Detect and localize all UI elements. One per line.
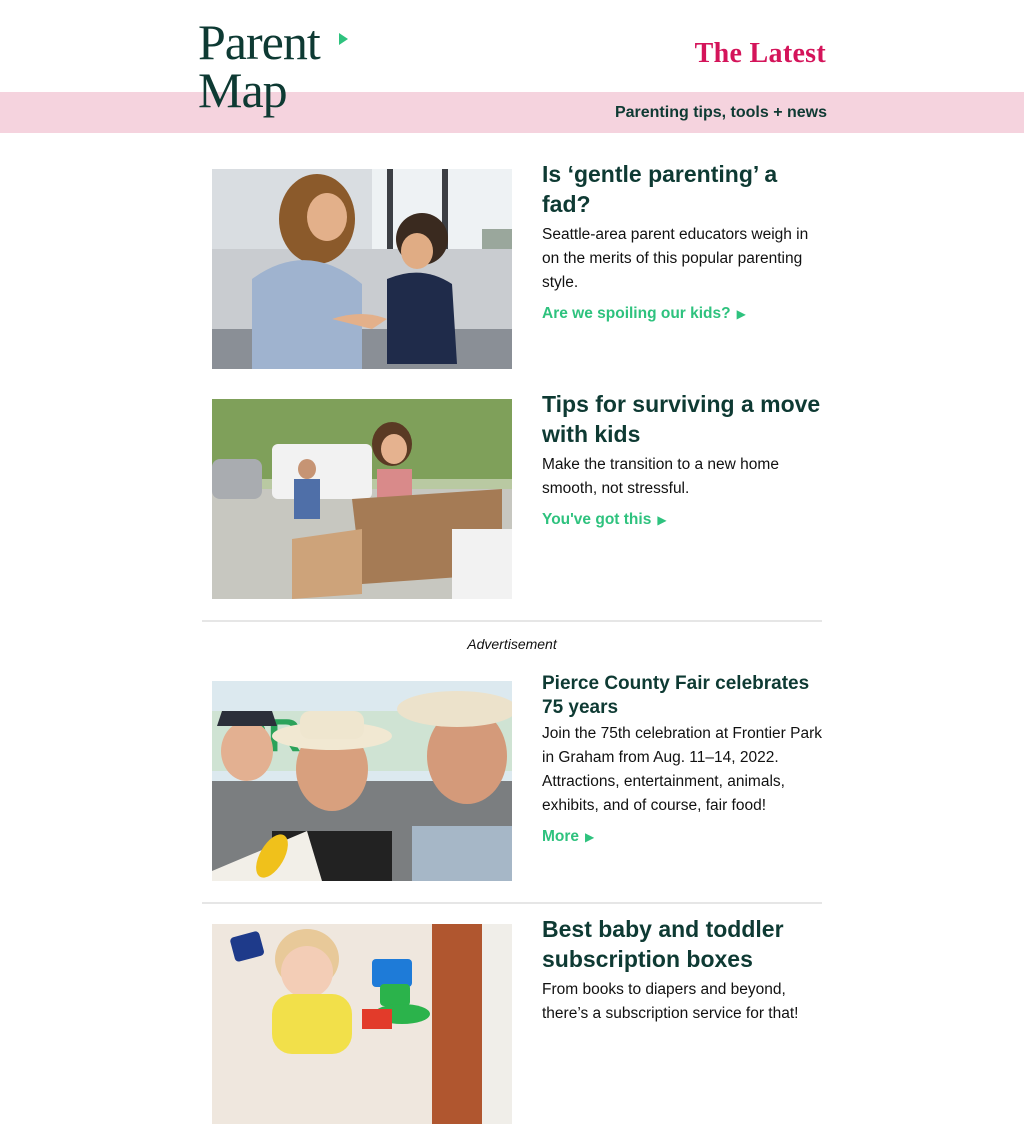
logo-line-1: Parent (198, 14, 320, 70)
article-description: Seattle-area parent educators weigh in on the merits of this popular parenting style. (542, 226, 809, 291)
read-more-link[interactable] (542, 305, 746, 323)
article-body (542, 914, 824, 1026)
article-image[interactable] (212, 169, 512, 369)
divider (202, 620, 822, 622)
advertisement-body (542, 672, 824, 846)
article-card (212, 914, 824, 1124)
logo-play-icon (339, 33, 348, 45)
article-body (542, 389, 824, 529)
logo-line-2: Map (198, 62, 287, 118)
article-description: Make the transition to a new home smooth, not stressful. (542, 456, 779, 497)
article-body (542, 159, 824, 323)
article-image[interactable] (212, 399, 512, 599)
play-arrow-icon: ▶ (736, 307, 746, 321)
article-description: From books to diapers and beyond, there’s a subscription service for that! (542, 981, 799, 1022)
cta-label: You've got this (542, 511, 652, 528)
advertisement-image[interactable] (212, 681, 512, 881)
cta-label: Are we spoiling our kids? (542, 305, 731, 322)
article-title[interactable]: Best baby and toddler subscription boxes (542, 916, 784, 972)
header (0, 0, 1024, 92)
advertisement-title[interactable]: Pierce County Fair celebrates 75 years (542, 673, 810, 718)
read-more-link[interactable] (542, 511, 667, 529)
parentmap-logo[interactable] (198, 14, 358, 122)
advertisement-card (212, 672, 824, 882)
more-link[interactable] (542, 828, 594, 846)
advertisement-label: Advertisement (467, 636, 557, 652)
divider (202, 902, 822, 904)
article-card (212, 389, 824, 599)
article-title[interactable]: Tips for surviving a move with kids (542, 391, 821, 447)
article-image[interactable] (212, 924, 512, 1124)
play-arrow-icon: ▶ (657, 513, 667, 527)
advertisement-description: Join the 75th celebration at Frontier Park in Graham from Aug. 11–14, 2022. Attractions, entertainment, animals, exhibits, and of course, fair food! (542, 725, 823, 814)
play-arrow-icon: ▶ (585, 830, 595, 844)
section-title: The Latest (694, 38, 826, 69)
tagline-bar (0, 92, 1024, 133)
tagline: Parenting tips, tools + news (614, 104, 827, 121)
article-card (212, 159, 824, 369)
cta-label: More (542, 828, 580, 845)
article-title[interactable]: Is ‘gentle parenting’ a fad? (542, 161, 778, 217)
